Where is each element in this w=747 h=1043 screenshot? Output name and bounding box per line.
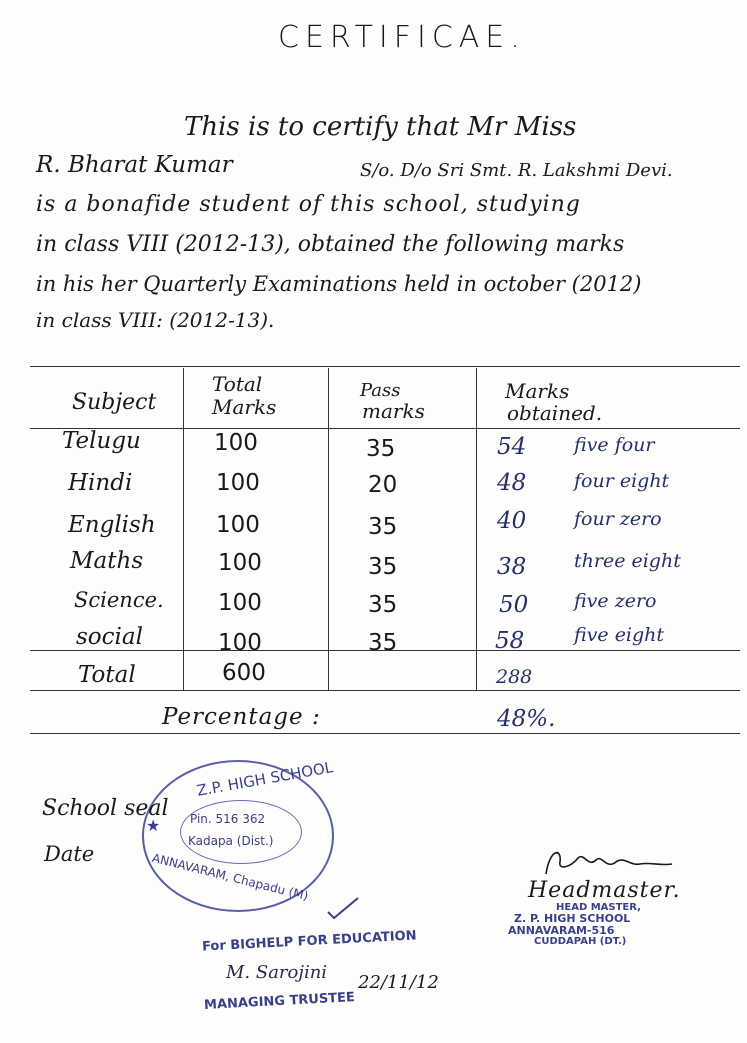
header-pass-line2: marks (362, 399, 425, 423)
header-total-line2: Marks (212, 395, 277, 419)
school-seal-inner (180, 800, 302, 864)
star-icon: ★ (146, 816, 161, 835)
row-obtained: 38 (497, 554, 527, 580)
parent-relation: S/o. D/o Sri Smt. R. Lakshmi Devi. (360, 160, 673, 181)
row-words: five eight (574, 624, 665, 646)
hm-stamp-line3: ANNAVARAM-516 (508, 924, 615, 937)
row-subject: Hindi (68, 470, 133, 496)
table-top-rule (30, 366, 740, 367)
row-pass: 35 (368, 592, 398, 618)
body-line-3: is a bonafide student of this school, studying (36, 192, 581, 217)
headmaster-signature (540, 844, 680, 880)
row-pass: 35 (366, 436, 396, 462)
body-line-1: This is to certify that Mr Miss (184, 112, 577, 142)
trustee-role-stamp: MANAGING TRUSTEE (203, 990, 356, 1013)
row-pass: 20 (368, 472, 398, 498)
row-pass: 35 (368, 514, 398, 540)
header-obtained-line1: Marks (505, 379, 570, 403)
row-obtained: 50 (499, 592, 529, 618)
header-obtained-line2: obtained. (507, 401, 603, 425)
date-label: Date (44, 842, 95, 866)
row-obtained: 54 (497, 434, 527, 460)
headmaster-label: Headmaster. (528, 878, 681, 903)
certificate-title: CERTIFICAE. (278, 20, 526, 55)
row-total: 100 (216, 470, 260, 496)
row-words: five four (574, 434, 655, 456)
column-divider-3 (476, 368, 477, 690)
stamp-school-name: Z.P. HIGH SCHOOL (195, 758, 335, 800)
column-divider-1 (183, 368, 184, 690)
row-total: 100 (218, 630, 262, 656)
stamp-district: Kadapa (Dist.) (188, 834, 274, 848)
stamp-school-place: ANNAVARAM, Chapadu (M) (150, 850, 310, 904)
row-subject: Maths (70, 548, 144, 574)
header-total-line1: Total (212, 372, 263, 396)
trustee-signature-name: M. Sarojini (226, 962, 328, 983)
row-words: four eight (574, 470, 670, 492)
body-line-5: in his her Quarterly Examinations held in october (2012) (36, 272, 642, 296)
body-line-6: in class VIII: (2012-13). (36, 308, 275, 332)
trustee-sign-date: 22/11/12 (358, 972, 439, 993)
row-subject: Telugu (62, 428, 141, 454)
check-mark-icon (326, 896, 360, 920)
total-label: Total (78, 662, 136, 688)
row-words: three eight (574, 550, 681, 572)
row-total: 100 (216, 512, 260, 538)
school-seal-label: School seal (42, 796, 169, 821)
row-pass: 35 (368, 630, 398, 656)
table-bottom-rule (30, 690, 740, 691)
percentage-label: Percentage : (162, 704, 321, 730)
header-pass-line1: Pass (360, 380, 401, 401)
hm-stamp-line2: Z. P. HIGH SCHOOL (514, 912, 631, 925)
row-total: 100 (218, 590, 262, 616)
percentage-value: 48%. (497, 706, 556, 732)
row-words: four zero (574, 508, 662, 530)
trust-stamp-line: For BIGHELP FOR EDUCATION (201, 928, 417, 955)
header-subject: Subject (72, 390, 157, 415)
hm-stamp-line4: CUDDAPAH (DT.) (534, 936, 627, 947)
row-obtained: 48 (497, 470, 527, 496)
row-total: 100 (214, 430, 258, 456)
row-obtained: 58 (495, 628, 525, 654)
row-total: 100 (218, 550, 262, 576)
row-pass: 35 (368, 554, 398, 580)
stamp-pin: Pin. 516 362 (190, 812, 266, 826)
body-line-4: in class VIII (2012-13), obtained the following marks (36, 232, 625, 257)
student-name: R. Bharat Kumar (36, 152, 233, 178)
row-subject: English (68, 512, 156, 538)
total-marks: 600 (222, 660, 266, 686)
hm-stamp-line1: HEAD MASTER, (556, 902, 641, 913)
percentage-rule (30, 733, 740, 734)
row-words: five zero (574, 590, 657, 612)
column-divider-2 (328, 368, 329, 690)
row-subject: Science. (74, 588, 164, 612)
row-subject: social (76, 624, 143, 650)
total-obtained: 288 (496, 666, 533, 688)
row-obtained: 40 (497, 508, 527, 534)
